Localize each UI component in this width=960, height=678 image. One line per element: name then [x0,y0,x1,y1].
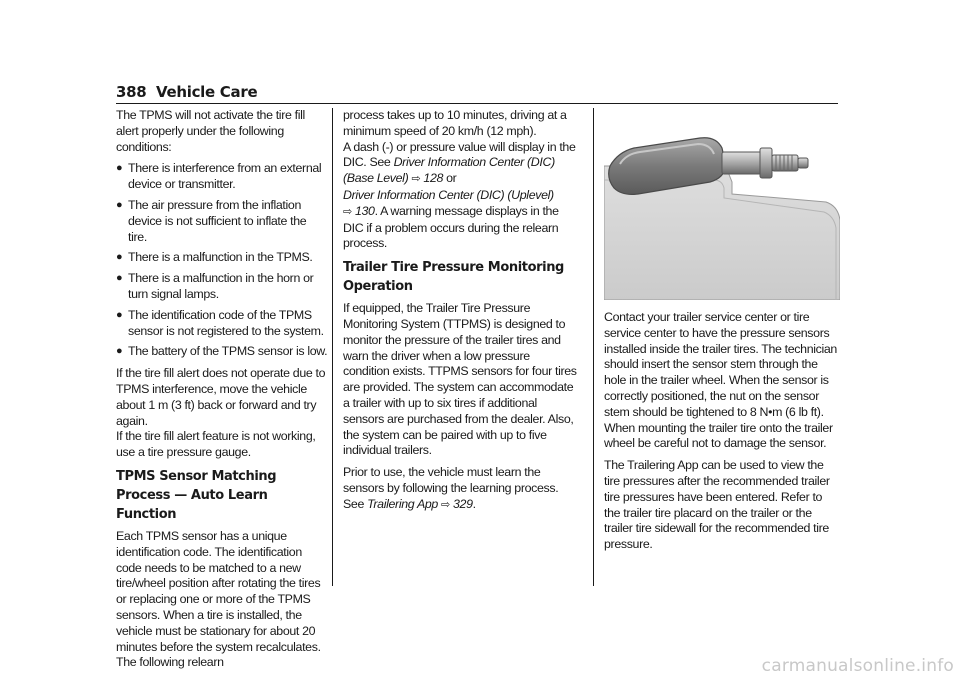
section-title: Vehicle Care [156,83,258,101]
cross-reference-link[interactable]: Driver Information Center (DIC) (Uplevel) [343,187,554,202]
bullet-icon: ● [116,198,123,211]
paragraph: Each TPMS sensor has a unique identification code. The identification code needs to be matched to a new tire/wheel position after rotating the tires or replacing one or more of the TPMS sensors. When a tire is installed, the vehicle must be stationary for about 20 minutes before the system recalculates. The following relearn [116,528,321,670]
page-reference[interactable]: 130 [354,203,375,218]
column-2 [343,108,579,520]
paragraph: If equipped, the Trailer Tire Pressure Monitoring System (TTPMS) is designed to monitor the pressure of the trailer tires and warn the driver when a low pressure condition exists. TTPMS sensors for four tires are provided. The system can accommodate a trailer with up to six tires if additional sensors are purchased from the dealer. Also, the system can be paired with up to five individual trailers. [343,301,577,458]
page-ref-arrow-icon: ⇨ [411,173,421,186]
column-divider [332,108,333,586]
list-item-text: There is a malfunction in the TPMS. [128,250,313,265]
header-rule [116,103,838,104]
tpms-sensor-illustration [604,108,840,300]
column-divider [593,108,594,586]
bullet-icon: ● [116,251,123,264]
list-item-text: The battery of the TPMS sensor is low. [128,344,328,359]
paragraph: A dash (-) or pressure value will display in the DIC. See Driver Information Center (DIC) (Base Level) ⇨ 128 or Driver Information Center (DIC) (Uplevel) ⇨ 130. A warning message displays in the DIC if a problem occurs during the relearn process. [343,139,576,251]
list-item [116,271,328,303]
list-item [116,308,328,340]
list-item [116,161,328,193]
list-item-text: The identification code of the TPMS sensor is not registered to the system. [128,307,324,338]
page-reference[interactable]: 128 [423,171,444,186]
paragraph: process takes up to 10 minutes, driving at a minimum speed of 20 km/h (12 mph). [343,108,567,138]
cross-reference-link[interactable]: Trailering App [367,496,438,511]
paragraph: The Trailering App can be used to view the tire pressures after the recommended trailer tire pressures have been entered. Refer to the trailer tire placard on the trailer or the trailer tire sidewall for the recommended tire pressure. [604,458,830,552]
bullet-icon: ● [116,162,123,175]
page-ref-arrow-icon: ⇨ [343,205,352,218]
section-heading: TPMS Sensor Matching Process — Auto Learn Function [116,468,277,522]
column-1 [116,108,328,677]
bullet-icon: ● [116,272,123,285]
conditions-list [116,161,328,360]
page-ref-arrow-icon: ⇨ [441,498,450,511]
page-number: 388 [116,83,147,101]
paragraph: If the tire fill alert does not operate due to TPMS interference, move the vehicle about 1 m (3 ft) back or forward and try again. [116,366,326,428]
page-reference[interactable]: 329 [453,496,473,511]
list-item [116,344,328,360]
list-item [116,250,328,266]
paragraph: Contact your trailer service center or tire service center to have the pressure sensors installed inside the trailer tires. The technician should insert the sensor stem through the hole in the trailer wheel. When the sensor is correctly positioned, the nut on the sensor stem should be tightened to 8 N•m (6 lb ft). When mounting the trailer tire onto the trailer wheel be careful not to damage the sensor. [604,310,837,451]
column-3 [604,108,840,559]
section-heading: Trailer Tire Pressure Monitoring Operation [343,260,564,295]
bullet-icon: ● [116,345,123,358]
list-item-text: There is interference from an external device or transmitter. [128,161,322,192]
list-item-text: There is a malfunction in the horn or turn signal lamps. [128,271,314,301]
cross-reference-link[interactable]: Driver Information Center (DIC) (Base Level) [343,155,555,186]
paragraph: Prior to use, the vehicle must learn the sensors by following the learning process. See Trailering App ⇨ 329. [343,465,559,511]
bullet-icon: ● [116,308,123,321]
list-item-text: The air pressure from the inflation device is not sufficient to inflate the tire. [128,197,307,244]
list-item [116,198,328,245]
watermark: carmanualsonline.info [761,656,954,676]
page-header [116,80,838,104]
intro-paragraph: The TPMS will not activate the tire fill alert properly under the following conditions: [116,108,305,154]
paragraph: If the tire fill alert feature is not working, use a tire pressure gauge. [116,429,316,460]
